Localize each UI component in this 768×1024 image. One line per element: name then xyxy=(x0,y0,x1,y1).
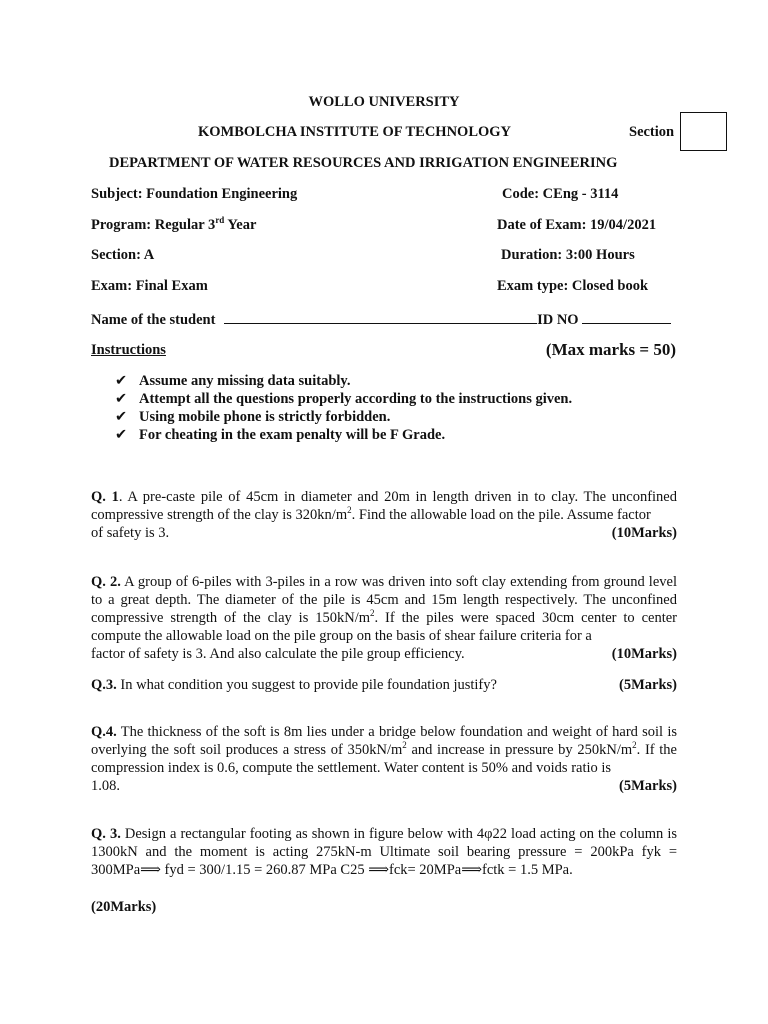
instruction-item xyxy=(115,390,675,408)
question-3-marks: (5Marks) xyxy=(619,677,677,693)
instruction-text: For cheating in the exam penalty will be F Grade. xyxy=(139,427,446,443)
check-icon: ✔ xyxy=(115,409,128,425)
duration-field: Duration: 3:00 Hours xyxy=(501,247,635,263)
question-4-text-c: . If the compression index is 0.6, compute the settlement. Water content is 50% and voids ratio is xyxy=(91,742,677,776)
question-1-label: Q. 1 xyxy=(91,489,119,505)
question-4-last: 1.08. xyxy=(91,778,120,794)
question-4 xyxy=(91,723,677,795)
program-suffix: Year xyxy=(224,217,257,233)
student-name-row xyxy=(91,309,671,329)
question-5-label: Q. 3. xyxy=(91,826,121,842)
question-2-label: Q. 2. xyxy=(91,574,121,590)
question-2-text-a: A group of 6-piles with 3-piles in a row was driven into soft clay extending from ground level to a great depth. The diameter of the pile is 45cm and 15m length respectively. The unconfined compressive strength of the clay is 150kN/m xyxy=(91,574,677,626)
instruction-text: Assume any missing data suitably. xyxy=(139,373,351,389)
question-3 xyxy=(91,676,677,694)
question-4-text-b: and increase in pressure by 250kN/m xyxy=(406,742,633,758)
question-4-sup-1: 2 xyxy=(402,740,407,751)
exam-field: Exam: Final Exam xyxy=(91,278,208,294)
question-3-label: Q.3. xyxy=(91,677,117,693)
program-sup: rd xyxy=(215,215,225,226)
question-5-text: Design a rectangular footing as shown in figure below with 4φ22 load acting on the column is 1300kN and the moment is acting 275kN-m Ultimate soil bearing pressure = 200kPa fyk = 300MPa⟹ fyd = 300/1.15 = 260.87 MPa C25 ⟹fck= 20MPa⟹fctk = 1.5 MPa. xyxy=(91,826,678,878)
section-box[interactable] xyxy=(680,112,727,151)
exam-date-field: Date of Exam: 19/04/2021 xyxy=(497,217,657,233)
exam-type-field: Exam type: Closed book xyxy=(497,278,649,294)
question-4-text-a: The thickness of the soft is 8m lies under a bridge below foundation and weight of hard soil is overlying the soft soil produces a stress of 350kN/m xyxy=(91,724,677,758)
section-label: Section xyxy=(629,124,675,140)
instruction-text: Using mobile phone is strictly forbidden. xyxy=(139,409,391,425)
question-5 xyxy=(91,825,677,879)
question-2-marks: (10Marks) xyxy=(611,646,677,662)
student-name-line[interactable] xyxy=(224,309,537,324)
institute-name: KOMBOLCHA INSTITUTE OF TECHNOLOGY xyxy=(198,124,512,140)
question-4-label: Q.4. xyxy=(91,724,117,740)
instructions-title: Instructions xyxy=(91,342,166,358)
question-2-text-b: . If the piles were spaced 30cm center to center compute the allowable load on the pile group on the basis of shear failure criteria for a xyxy=(91,610,678,644)
instruction-item xyxy=(115,408,675,426)
question-4-marks: (5Marks) xyxy=(619,778,677,794)
question-5-marks: (20Marks) xyxy=(91,899,157,915)
instructions-list xyxy=(115,372,675,444)
program-field xyxy=(91,217,256,234)
question-2 xyxy=(91,573,677,663)
university-name: WOLLO UNIVERSITY xyxy=(308,94,460,110)
instruction-item xyxy=(115,372,675,390)
question-1-text-a: . A pre-caste pile of 45cm in diameter and 20m in length driven in to clay. The unconfined compressive strength of the clay is 320kn/m xyxy=(91,489,677,523)
question-1-sup: 2 xyxy=(347,505,352,516)
question-3-text: In what condition you suggest to provide pile foundation justify? xyxy=(116,677,497,693)
check-icon: ✔ xyxy=(115,427,128,443)
max-marks: (Max marks = 50) xyxy=(545,340,676,359)
section-field: Section: A xyxy=(91,247,155,263)
question-1-text-b: . Find the allowable load on the pile. Assume factor xyxy=(351,507,651,523)
subject-field: Subject: Foundation Engineering xyxy=(91,186,298,202)
instruction-text: Attempt all the questions properly according to the instructions given. xyxy=(139,391,573,407)
question-4-sup-2: 2 xyxy=(632,740,637,751)
student-name-label: Name of the student xyxy=(91,312,216,328)
program-prefix: Program: Regular 3 xyxy=(91,217,216,233)
question-1 xyxy=(91,488,677,542)
question-1-last: of safety is 3. xyxy=(91,525,170,541)
check-icon: ✔ xyxy=(115,373,128,389)
question-2-sup: 2 xyxy=(370,608,375,619)
check-icon: ✔ xyxy=(115,391,128,407)
instruction-item xyxy=(115,426,675,444)
question-2-last: factor of safety is 3. And also calculate the pile group efficiency. xyxy=(91,646,465,662)
code-field: Code: CEng - 3114 xyxy=(502,186,619,202)
question-1-marks: (10Marks) xyxy=(611,525,677,541)
id-label: ID NO xyxy=(537,312,579,328)
department-name: DEPARTMENT OF WATER RESOURCES AND IRRIGATION ENGINEERING xyxy=(109,155,618,171)
id-line[interactable] xyxy=(582,309,671,324)
